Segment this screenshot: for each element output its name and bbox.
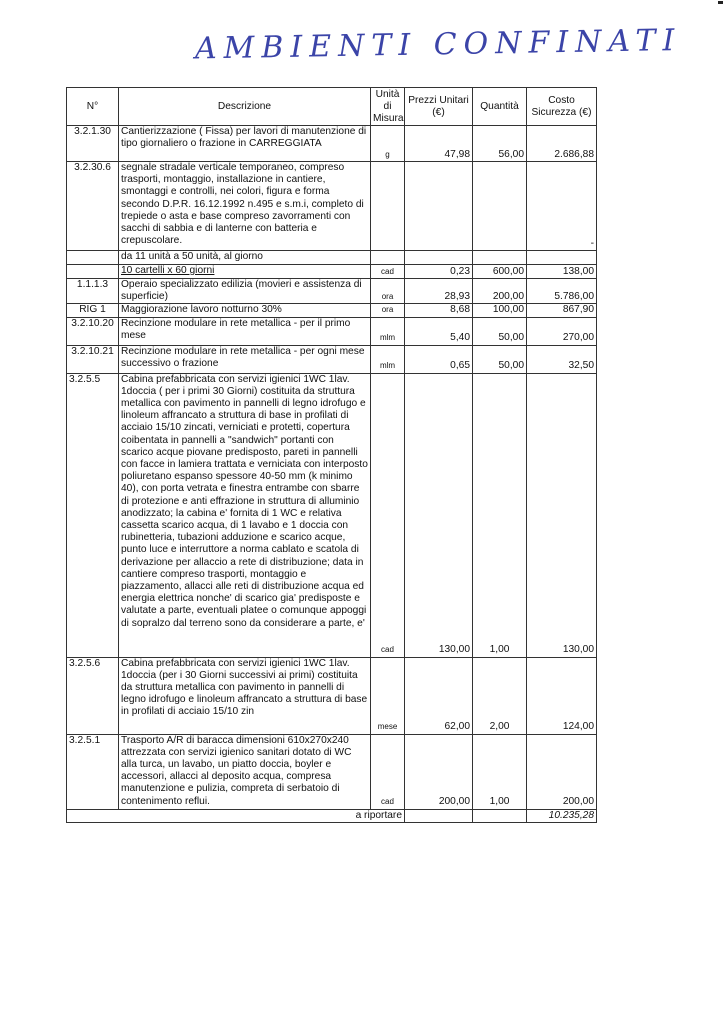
footer-row <box>67 809 597 822</box>
row-price: 0,23 <box>405 265 473 279</box>
row-cost: - <box>527 162 597 251</box>
row-cost: 32,50 <box>527 345 597 373</box>
row-num <box>67 251 119 265</box>
table-row <box>67 317 597 345</box>
footer-empty-price <box>405 809 473 822</box>
footer-total: 10.235,28 <box>527 809 597 822</box>
row-cost: 200,00 <box>527 734 597 809</box>
row-cost <box>527 251 597 265</box>
row-desc: segnale stradale verticale temporaneo, compreso trasporti, montaggio, installazione in cantiere, smontaggi e controlli, nei colori, figura e forma secondo D.P.R. 16.12.1992 n.495 e s.m.i, completo di trepiede o asta e base compreso zavorramenti con sacchi di sabbia e di lanterne con batteria e crepuscolare. <box>119 162 371 251</box>
row-price: 200,00 <box>405 734 473 809</box>
corner-mark <box>718 1 723 4</box>
table-row <box>67 304 597 317</box>
row-num: 3.2.5.5 <box>67 373 119 657</box>
row-num: 3.2.5.6 <box>67 657 119 734</box>
row-num: 3.2.1.30 <box>67 126 119 162</box>
cost-table <box>66 87 597 823</box>
row-cost: 130,00 <box>527 373 597 657</box>
row-num: RIG 1 <box>67 304 119 317</box>
row-um <box>371 251 405 265</box>
row-qty: 1,00 <box>473 373 527 657</box>
row-qty: 56,00 <box>473 126 527 162</box>
row-price: 0,65 <box>405 345 473 373</box>
row-qty <box>473 162 527 251</box>
page-title: AMBIENTI CONFINATI <box>194 23 682 67</box>
row-desc: Cantierizzazione ( Fissa) per lavori di manutenzione di tipo giornaliero o frazione in CARREGGIATA <box>119 126 371 162</box>
row-price: 5,40 <box>405 317 473 345</box>
header-num: N° <box>67 88 119 126</box>
row-price <box>405 162 473 251</box>
row-um: mlm <box>371 317 405 345</box>
row-desc: Operaio specializzato edilizia (movieri e assistenza di superficie) <box>119 279 371 304</box>
table-row <box>67 126 597 162</box>
row-desc: Cabina prefabbricata con servizi igienici 1WC 1lav. 1doccia (per i 30 Giorni successivi ai primi) costituita da struttura metallica con pavimento in pannelli di legno idrofugo e linoleum affrancato a struttura di base in profilati di acciaio 15/10 zin <box>119 657 371 734</box>
row-um: ora <box>371 279 405 304</box>
row-qty: 50,00 <box>473 345 527 373</box>
table-row <box>67 279 597 304</box>
row-num: 3.2.30.6 <box>67 162 119 251</box>
table-row <box>67 373 597 657</box>
row-um: mese <box>371 657 405 734</box>
row-qty: 50,00 <box>473 317 527 345</box>
row-num: 3.2.10.20 <box>67 317 119 345</box>
row-um: mlm <box>371 345 405 373</box>
row-desc: Recinzione modulare in rete metallica - per il primo mese <box>119 317 371 345</box>
row-qty: 200,00 <box>473 279 527 304</box>
row-qty: 600,00 <box>473 265 527 279</box>
row-um: ora <box>371 304 405 317</box>
header-row <box>67 88 597 126</box>
table-row <box>67 345 597 373</box>
row-desc: Recinzione modulare in rete metallica - per ogni mese successivo o frazione <box>119 345 371 373</box>
header-cost: Costo Sicurezza (€) <box>527 88 597 126</box>
row-desc: 10 cartelli x 60 giorni <box>119 265 371 279</box>
footer-empty-qty <box>473 809 527 822</box>
row-cost: 867,90 <box>527 304 597 317</box>
header-price: Prezzi Unitari (€) <box>405 88 473 126</box>
row-um: cad <box>371 734 405 809</box>
row-desc: da 11 unità a 50 unità, al giorno <box>119 251 371 265</box>
row-um <box>371 162 405 251</box>
table-row <box>67 657 597 734</box>
row-cost: 138,00 <box>527 265 597 279</box>
row-qty: 2,00 <box>473 657 527 734</box>
table-row <box>67 265 597 279</box>
header-desc: Descrizione <box>119 88 371 126</box>
row-price: 28,93 <box>405 279 473 304</box>
footer-label: a riportare <box>67 809 405 822</box>
row-num: 3.2.5.1 <box>67 734 119 809</box>
row-qty: 100,00 <box>473 304 527 317</box>
row-qty <box>473 251 527 265</box>
row-price <box>405 251 473 265</box>
header-qty: Quantità <box>473 88 527 126</box>
row-cost: 270,00 <box>527 317 597 345</box>
table-row <box>67 734 597 809</box>
table-row <box>67 251 597 265</box>
table-row <box>67 162 597 251</box>
row-um: cad <box>371 373 405 657</box>
row-price: 62,00 <box>405 657 473 734</box>
row-qty: 1,00 <box>473 734 527 809</box>
row-num: 1.1.1.3 <box>67 279 119 304</box>
row-cost: 124,00 <box>527 657 597 734</box>
row-num: 3.2.10.21 <box>67 345 119 373</box>
row-desc: Cabina prefabbricata con servizi igienici 1WC 1lav. 1doccia ( per i primi 30 Giorni) costituita da struttura metallica con pavimento in pannelli di legno idrofugo e linoleum affrancato a struttura di base in profilati di acciaio 15/10 zincati, verniciati e protetti, copertura coibentata in pannelli a "sandwich" portanti con scarico acque piovane predisposto, pareti in pannelli con facce in lamiera trattata e verniciata con interposto poliuretano espanso spessore 40-50 mm (k minimo 40), con porta vetrata e finestra entrambe con sbarre di protezione e anti effrazione in struttura di alluminio anodizzato; la cabina e' fornita di 1 WC e relativa cassetta scarico acqua, di 1 lavabo e 1 doccia con rubinetteria, tubazioni adduzione e scarico acque, punto luce e interruttore a norma cablato e scatola di derivazione per allaccio a rete di distribuzione; data in cantiere compreso trasporti, montaggio e piazzamento, allacci alle reti di distribuzione acqua ed energia elettrica nonche' di scarico gia' predisposte e valutate a parte, eventuali platee o comunque appoggi di sopralzo dal terreno sono da considerare a parte, e' <box>119 373 371 657</box>
header-um: Unità di Misura <box>371 88 405 126</box>
row-cost: 5.786,00 <box>527 279 597 304</box>
row-desc: Maggiorazione lavoro notturno 30% <box>119 304 371 317</box>
row-num <box>67 265 119 279</box>
row-desc: Trasporto A/R di baracca dimensioni 610x270x240 attrezzata con servizi igienico sanitari dotato di WC alla turca, un lavabo, un piatto doccia, boyler e accessori, allacci al deposito acqua, compresa manutenzione e pulizia, compreta di serbatoio di contenimento reflui. <box>119 734 371 809</box>
row-price: 8,68 <box>405 304 473 317</box>
row-cost: 2.686,88 <box>527 126 597 162</box>
row-price: 47,98 <box>405 126 473 162</box>
row-um: cad <box>371 265 405 279</box>
row-price: 130,00 <box>405 373 473 657</box>
row-um: g <box>371 126 405 162</box>
